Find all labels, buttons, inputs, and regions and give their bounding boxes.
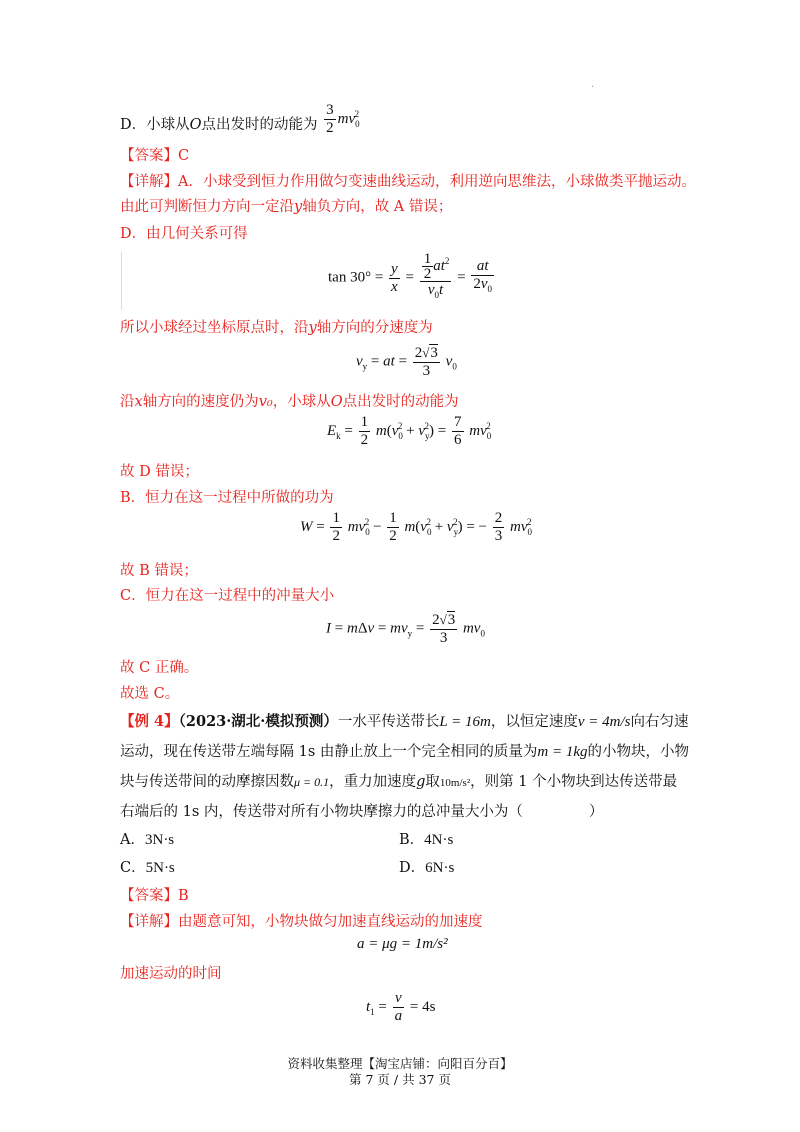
example4-line2: 运动，现在传送带左端每隔 1s 由静止放上一个完全相同的质量为m = 1kg的小物块，小物 <box>120 744 690 760</box>
detail2-line2: 加速运动的时间 <box>120 966 222 982</box>
detail-line-a: 【详解】A．小球受到恒力作用做匀变速曲线运动，利用逆向思维法，小球做类平抛运动。 <box>120 174 696 190</box>
equation-vy: $v_y$ = at = $\frac{2√3}{3}$ $v_0$ <box>356 345 457 379</box>
option-c[interactable]: C．5N·s <box>120 860 175 876</box>
example4-line3: 块与传送带间的动摩擦因数μ = 0.1，重力加速度g取10m/s²，则第 1 个小物块到达传送带最 <box>120 774 678 790</box>
answer-label-2: 【答案】B <box>120 888 189 904</box>
detail-line-c-right: 故 C 正确。 <box>120 660 199 676</box>
detail-line-vx-intro: 沿x轴方向的速度仍为v₀，小球从O点出发时的动能为 <box>120 394 459 410</box>
detail-line-b-wrong: 故 B 错误； <box>120 563 198 579</box>
detail2-line1: 【详解】由题意可知，小物块做匀加速直线运动的加速度 <box>120 914 483 930</box>
equation-tan30: tan 30° = $\frac{y}{x}$ = $\frac{1}{2}$ $at^2$ $v_0t$ = $\frac{at}{2v_0}$ <box>328 251 492 300</box>
equation-acceleration: a = μg = 1m/s² <box>357 936 448 952</box>
equation-work: W = $\frac{1}{2}$ $mv_0^2$ − $\frac{1}{2}$ $m(v_0^2 + v_y^2)$ = − $\frac{2}{3}$ $mv_0^2$ <box>300 510 533 544</box>
detail-line-direction: 由此可判断恒力方向一定沿y轴负方向，故 A 错误； <box>120 199 453 215</box>
option-a[interactable]: A．3N·s <box>120 832 175 848</box>
footer-source: 资料收集整理【淘宝店铺：向阳百分百】 <box>287 1056 513 1071</box>
footer-page-number: 第 7 页 / 共 37 页 <box>349 1072 451 1087</box>
detail-line-choose: 故选 C。 <box>120 686 180 702</box>
option-b[interactable]: B．4N·s <box>399 832 454 848</box>
equation-impulse: $I = m\Delta v = mv_y$ = $\frac{2√3}{3}$ $mv_0$ <box>326 612 485 646</box>
kinetic-energy-fraction: $\frac{3}{2}$ $mv_0^2$ <box>326 102 360 136</box>
option-d-question: D．小球从O点出发时的动能为 $\frac{3}{2}$ $mv_0^2$ <box>120 102 360 136</box>
detail-line-b-intro: B．恒力在这一过程中所做的功为 <box>120 490 334 506</box>
margin-rule <box>121 252 122 310</box>
answer-label-1: 【答案】C <box>120 148 190 164</box>
example4-line4: 右端后的 1s 内，传送带对所有小物块摩擦力的总冲量大小为（ ） <box>120 804 604 820</box>
example4-line1: 【例 4】（2023·湖北·模拟预测）一水平传送带长L = 16m，以恒定速度v = 4m/s向右匀速 <box>120 713 689 730</box>
detail-line-d-intro: D．由几何关系可得 <box>120 226 248 242</box>
equation-time: $t_1$ = $\frac{v}{a}$ = 4s <box>366 990 436 1024</box>
corner-mark: · <box>591 82 595 93</box>
option-d[interactable]: D．6N·s <box>399 860 455 876</box>
equation-kinetic-energy: $E_k$ = $\frac{1}{2}$ $m(v_0^2 + v_y^2)$ = $\frac{7}{6}$ $mv_0^2$ <box>327 414 492 448</box>
detail-line-vy-intro: 所以小球经过坐标原点时，沿y轴方向的分速度为 <box>120 320 433 336</box>
detail-line-c-intro: C．恒力在这一过程中的冲量大小 <box>120 588 335 604</box>
detail-line-d-wrong: 故 D 错误； <box>120 464 199 480</box>
